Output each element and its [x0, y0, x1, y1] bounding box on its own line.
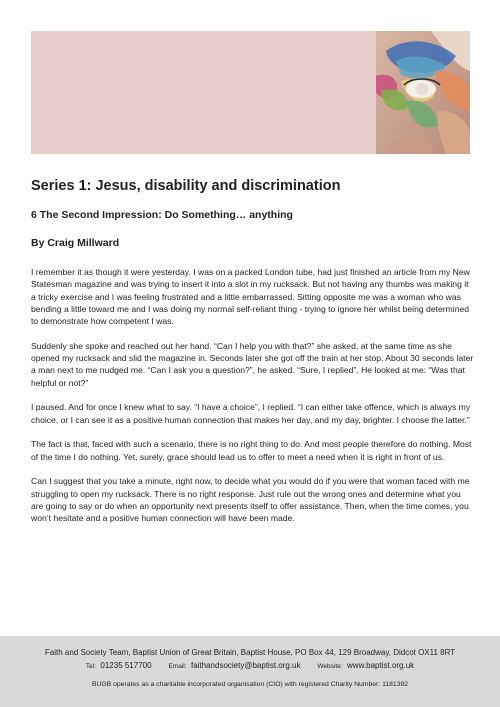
paragraph: Suddenly she spoke and reached out her hand. “Can I help you with that?” she asked, at the same time as she opened my rucksack and slid the magazine in. Seconds later she got off the train at her stop. About 30 seconds later a man next to me nudged me. “Can I ask you a question?”, he asked. “Sure, I replied”. He looked at me: “Was that helpful or not?” — [31, 340, 474, 388]
header-color-band — [31, 31, 376, 154]
charity-notice: BUGB operates as a charitable incorporated organisation (CIO) with registered Charity Number: 1181392 — [91, 681, 409, 688]
email-label: Email: — [168, 663, 187, 670]
tel-value: 01235 517700 — [100, 661, 152, 670]
website-label: Website: — [317, 663, 343, 670]
paragraph: I remember it as though it were yesterday. I was on a packed London tube, had just finished an article from my New Statesman magazine and was trying to insert it into a slot in my rucksack. But not having any thumbs was making it a tricky exercise and I was feeling frustrated and a little embarrassed. Sitting opposite me was a woman who was bending a little toward me and I was doing my normal self-reliant thing - trying to ignore her whilst being determined to demonstrate how competent I was. — [31, 267, 470, 327]
author-byline: By Craig Millward — [31, 237, 120, 249]
website-link[interactable]: www.baptist.org.uk — [347, 661, 415, 670]
paragraph: The fact is that, faced with such a scenario, there is no right thing to do. And most people therefore do nothing. Most of the time I do nothing. Yet, surely, grace should lead us to offer to meet a need when it is right in front of us. — [31, 439, 472, 462]
footer-contacts — [0, 659, 500, 672]
paragraph: Can I suggest that you take a minute, right now, to decide what you would do if you were that woman faced with me struggling to open my rucksack. There is no right response. Just rule out the wrong ones and determine what you are going to say or do when an opportunity next presents itself to offer assistance. Then, when the time comes, you won’t hesitate and a positive human connection will have been made. — [31, 476, 470, 524]
article-body — [31, 266, 474, 537]
episode-title: 6 The Second Impression: Do Something… anything — [31, 209, 293, 221]
series-title: Series 1: Jesus, disability and discrimination — [31, 178, 341, 194]
footer — [0, 636, 500, 707]
tel-label: Tel: — [85, 663, 96, 670]
footer-address: Faith and Society Team, Baptist Union of Great Britain, Baptist House, PO Box 44, 129 Broadway, Didcot OX11 8RT — [44, 648, 456, 657]
paragraph: I paused. And for once I knew what to say. “I have a choice”, I replied. “I can either take offence, which is always my choice, or I can see it as a positive human connection that makes her day, and my day, brighter. I choose the latter.” — [31, 402, 471, 425]
email-link[interactable]: faithandsociety@baptist.org.uk — [190, 661, 301, 670]
painted-face-photo-icon — [376, 31, 470, 154]
